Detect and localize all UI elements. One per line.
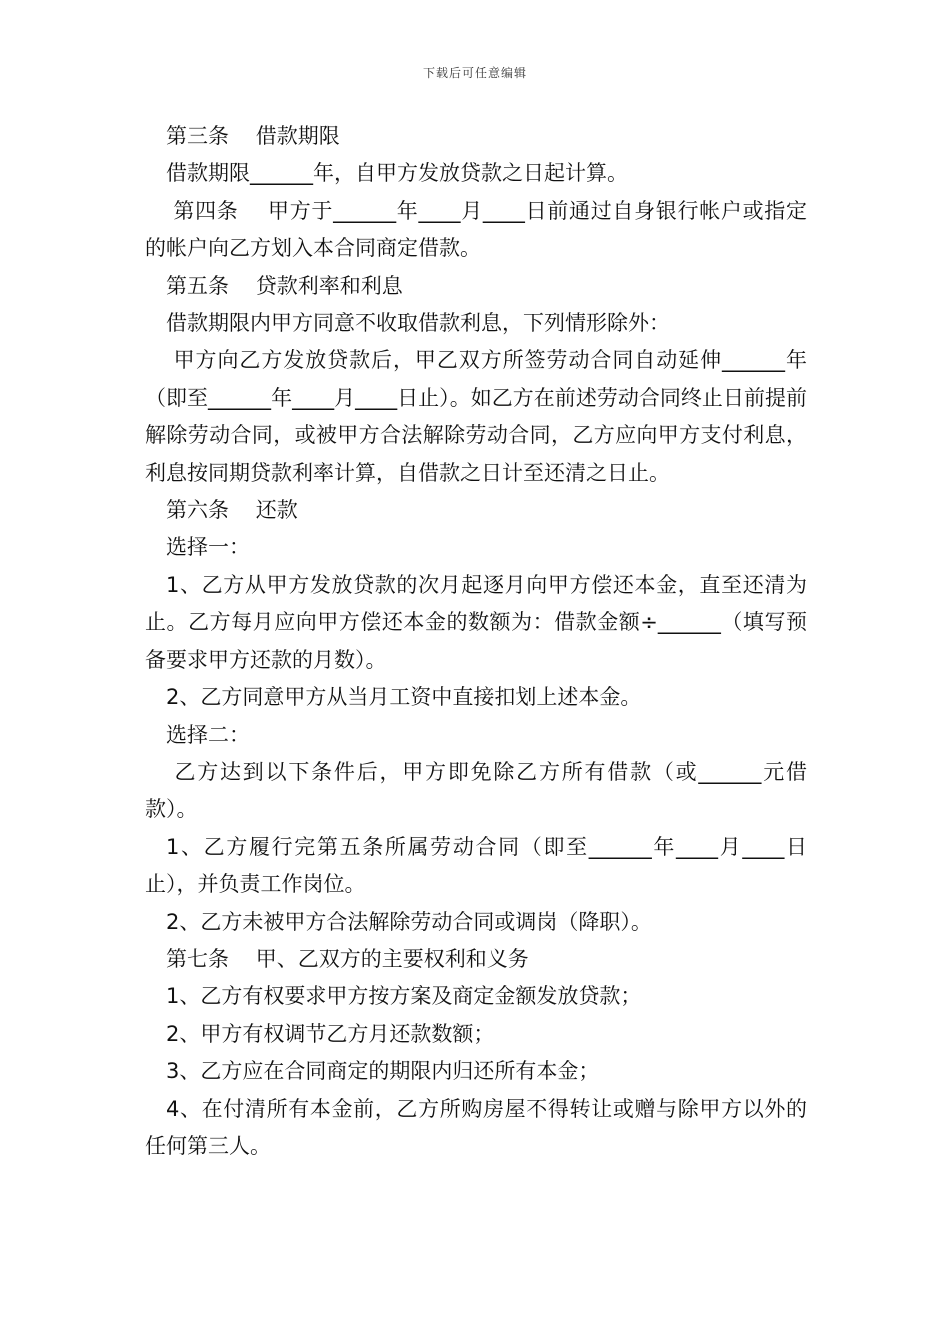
option-one-item-1: 1、乙方从甲方发放贷款的次月起逐月向甲方偿还本金，直至还清为止。乙方每月应向甲方偿还本金的数额为：借款金额÷______（填写预备要求甲方还款的月数）。 — [145, 572, 807, 672]
interest-exemption-paragraph: 借款期限内甲方同意不收取借款利息，下列情形除外： — [166, 311, 670, 336]
article-7-item-3: 3、乙方应在合同商定的期限内归还所有本金； — [166, 1059, 600, 1084]
article-5-title: 第五条 贷款利率和利息 — [166, 273, 403, 298]
document-body — [145, 118, 807, 1165]
option-two-heading: 选择二： — [166, 722, 250, 747]
article-6-title: 第六条 还款 — [166, 498, 298, 523]
option-two-item-2: 2、乙方未被甲方合法解除劳动合同或调岗（降职）。 — [166, 909, 652, 934]
page-header: 下载后可任意编辑 — [422, 66, 527, 80]
article-7-item-4: 4、在付清所有本金前，乙方所购房屋不得转让或赠与除甲方以外的任何第三人。 — [145, 1096, 807, 1158]
loan-term-paragraph: 借款期限______年，自甲方发放贷款之日起计算。 — [166, 161, 628, 186]
option-one-heading: 选择一： — [166, 535, 250, 560]
article-4-paragraph: 第四条 甲方于______年____月____日前通过自身银行帐户或指定的帐户向乙方划入本合同商定借款。 — [145, 198, 807, 261]
article-7-title: 第七条 甲、乙双方的主要权利和义务 — [166, 946, 529, 971]
article-7-item-2: 2、甲方有权调节乙方月还款数额； — [166, 1021, 495, 1046]
option-two-item-1: 1、乙方履行完第五条所属劳动合同（即至______年____月____日止），并负责工作岗位。 — [145, 834, 807, 897]
option-one-item-2: 2、乙方同意甲方从当月工资中直接扣划上述本金。 — [166, 685, 642, 710]
article-3-title: 第三条 借款期限 — [166, 124, 340, 148]
article-7-item-1: 1、乙方有权要求甲方按方案及商定金额发放贷款； — [166, 984, 642, 1009]
option-two-intro: 乙方达到以下条件后，甲方即免除乙方所有借款（或______元借款）。 — [145, 759, 807, 822]
interest-conditions-paragraph: 甲方向乙方发放贷款后，甲乙双方所签劳动合同自动延伸______年（即至______年____月____日止）。如乙方在前述劳动合同终止日前提前解除劳动合同，或被甲方合法解除劳动合同，乙方应向甲方支付利息，利息按同期贷款利率计算，自借款之日计至还清之日止。 — [145, 348, 807, 485]
